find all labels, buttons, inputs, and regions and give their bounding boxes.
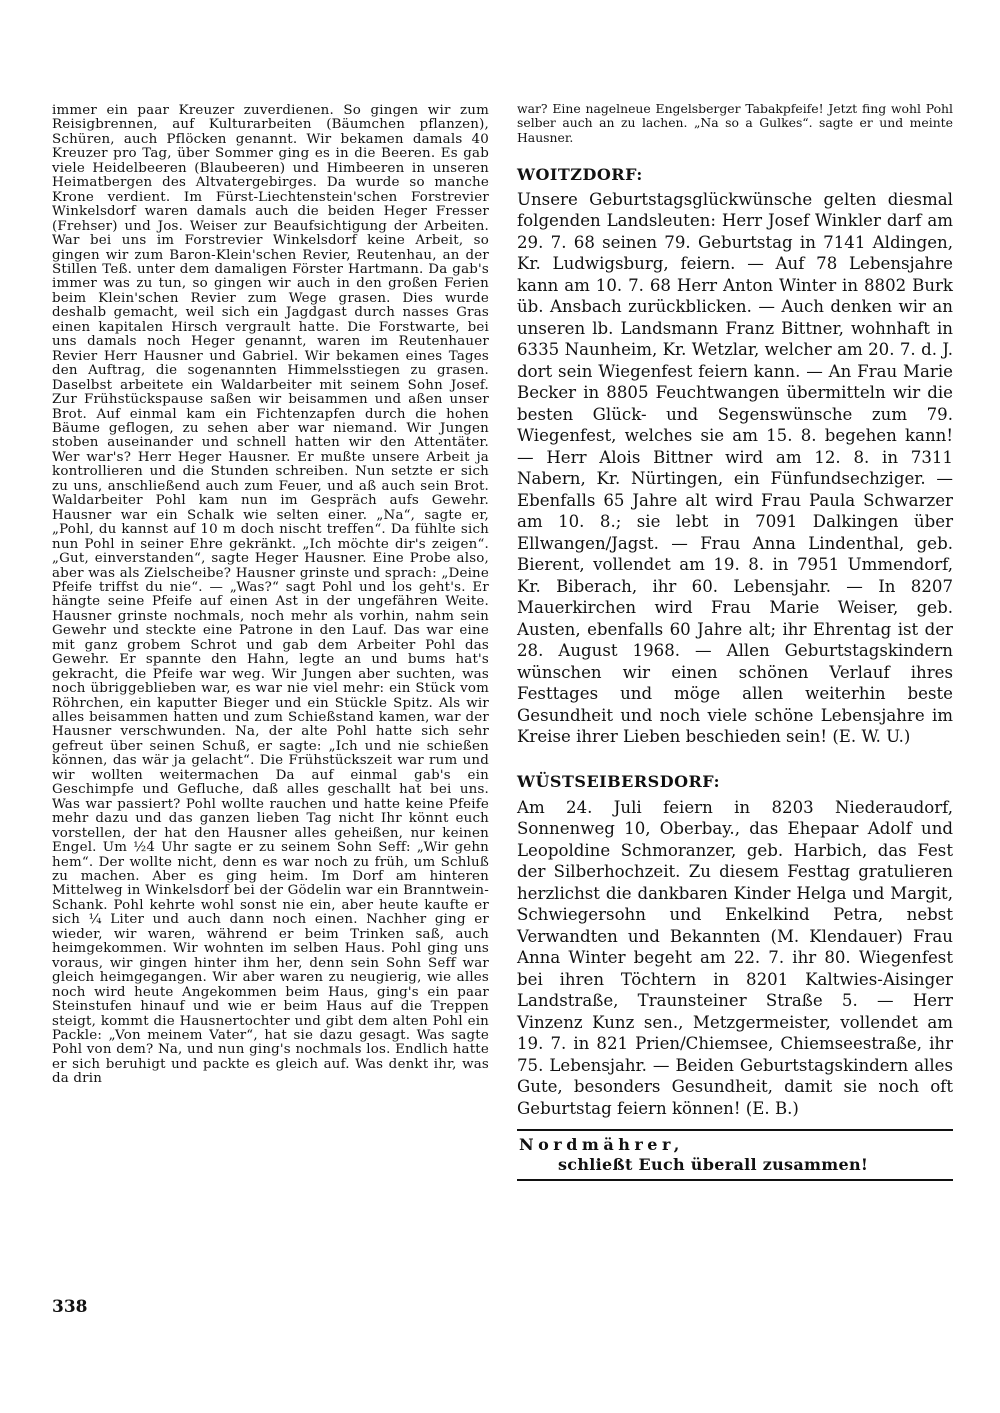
story-continuation: war? Eine nagelneue Engelsberger Tabakpfeife! Jetzt fing wohl Pohl selber auch an zu lachen. „Na so a Gulkes“. sagte er und meinte Hausner.	[517, 101, 953, 145]
woitzdorf-heading: WOITZDORF:	[517, 164, 643, 184]
page-number: 338	[52, 1297, 88, 1317]
slogan-box	[517, 1129, 953, 1181]
slogan-line-2: schließt Euch überall zusammen!	[558, 1155, 869, 1175]
left-column	[52, 104, 489, 1087]
wuestseibersdorf-text: Am 24. Juli feiern in 8203 Niederaudorf, Sonnenweg 10, Oberbay., das Ehepaar Adolf und Leopoldine Schmoranzer, geb. Harbich, das Fest der Silberhochzeit. Zu diesem Festtag gratulieren herzlichst die dankbaren Kinder Helga und Margit, Schwiegersohn und Enkelkind Petra, nebst Verwandten und Bekannten (M. Klendauer) Frau Anna Winter begeht am 22. 7. ihr 80. Wiegenfest bei ihren Töchtern in 8201 Kaltwies-Aisinger Landstraße, Traunsteiner Straße 5. — Herr Vinzenz Kunz sen., Metzgermeister, vollendet am 19. 7. in 821 Prien/Chiemsee, Chiemseestraße, ihr 75. Lebensjahr. — Beiden Geburtstagskindern alles Gute, besonders Gesundheit, damit sie noch oft Geburtstag feiern können! (E. B.)	[517, 797, 953, 1118]
slogan-line-1: Nordmährer,	[519, 1135, 684, 1155]
right-column	[517, 102, 953, 1181]
wuestseibersdorf-heading: WÜSTSEIBERSDORF:	[517, 771, 720, 791]
woitzdorf-text: Unsere Geburtstagsglückwünsche gelten diesmal folgenden Landsleuten: Herr Josef Winkler darf am 29. 7. 68 seinen 79. Geburtstag in 7141 Aldingen, Kr. Ludwigsburg, feiern. — Auf 78 Lebensjahre kann am 10. 7. 68 Herr Anton Winter in 8802 Burk üb. Ansbach zurückblicken. — Auch denken wir an unseren lb. Landsmann Franz Bittner, wohnhaft in 6335 Naunheim, Kr. Wetzlar, welcher am 20. 7. d. J. dort sein Wiegenfest feiern kann. — An Frau Marie Becker in 8805 Feuchtwangen übermitteln wir die besten Glück- und Segenswünsche zum 79. Wiegenfest, welches sie am 15. 8. begehen kann! — Herr Alois Bittner wird am 12. 8. in 7311 Nabern, Kr. Nürtingen, ein Fünfundsechziger. — Ebenfalls 65 Jahre alt wird Frau Paula Schwarzer am 10. 8.; sie lebt in 7091 Dalkingen über Ellwangen/Jagst. — Frau Anna Lindenthal, geb. Bierent, vollendet am 19. 8. in 7951 Ummendorf, Kr. Biberach, ihr 60. Lebensjahr. — In 8207 Mauerkirchen wird Frau Marie Weiser, geb. Austen, ebenfalls 60 Jahre alt; ihr Ehrentag ist der 28. August 1968. — Allen Geburtstagskindern wünschen wir einen schönen Verlauf ihres Festtages und möge allen weiterhin beste Gesundheit und noch viele schöne Lebensjahre im Kreise ihrer Lieben beschieden sein! (E. W. U.)	[517, 189, 953, 747]
story-text: immer ein paar Kreuzer zuverdienen. So gingen wir zum Reisigbrennen, auf Kulturarbeiten (Bäumchen pflanzen), Schüren, auch Pflöcken genannt. Wir bekamen damals 40 Kreuzer pro Tag, über Sommer ging es in die Beeren. Es gab viele Heidelbeeren (Blaubeeren) und Himbeeren in unseren Heimatbergen des Altvatergebirges. Da wurde so manche Krone verdient. Im Fürst-Liechtenstein'schen Forstrevier Winkelsdorf waren damals auch die beiden Heger Fresser (Frehser) und Jos. Weiser zur Beaufsichtigung der Arbeiten. War bei uns im Forstrevier Winkelsdorf keine Arbeit, so gingen wir zum Baron-Klein'schen Revier, Reutenhau, an der Stillen Teß. unter dem damaligen Förster Hartmann. Da gab's immer was zu tun, so gingen wir auch in den großen Ferien beim Klein'schen Revier zum Wege grasen. Dies wurde deshalb gemacht, weil sich ein Jagdgast durch nasses Gras einen kapitalen Hirsch vergrault hatte. Die Forstwarte, bei uns damals noch Heger genannt, waren im Reutenhauer Revier Herr Hausner und Gabriel. Wir bekamen eines Tages den Auftrag, die sogenannten Himmelsstiegen zu grasen. Daselbst arbeitete ein Waldarbeiter mit seinem Sohn Josef. Zur Frühstückspause saßen wir beisammen und aßen unser Brot. Auf einmal kam ein Fichtenzapfen durch die hohen Bäume geflogen, zu sehen aber war niemand. Wir Jungen stoben auseinander und schnell hatten wir den Attentäter. Wer war's? Herr Heger Hausner. Er mußte unsere Arbeit ja kontrollieren und die Stunden schreiben. Nun setzte er sich zu uns, anschließend auch zum Feuer, und aß auch sein Brot. Waldarbeiter Pohl kam nun im Gespräch aufs Gewehr. Hausner war ein Schalk wie selten einer. „Na“, sagte er, „Pohl, du kannst auf 10 m doch nischt treffen“. Da fühlte sich nun Pohl in seiner Ehre gekränkt. „Ich möchte dir's zeigen“. „Gut, einverstanden“, sagte Heger Hausner. Eine Probe also, aber was als Zielscheibe? Hausner grinste und sprach: „Deine Pfeife triffst du nie“. — „Was?“ sagt Pohl und los geht's. Er hängte seine Pfeife auf einen Ast in der ungefähren Weite. Hausner grinste nochmals, noch mehr als vorhin, nahm sein Gewehr und steckte eine Patrone in den Lauf. Das war eine mit ganz grobem Schrot und gab dem Arbeiter Pohl das Gewehr. Er spannte den Hahn, legte an und bums hat's gekracht, die Pfeife war weg. Wir Jungen aber suchten, was noch übriggeblieben war, es war nie viel mehr: ein Stück vom Röhrchen, ein kaputter Bieger und ein Stückle Spitz. Als wir alles beisammen hatten und zum Schießstand kamen, war der Hausner verschwunden. Na, der alte Pohl hatte sich sehr gefreut über seinen Schuß, er sagte: „Ich und nie schießen können, das wär ja gelacht“. Die Frühstückszeit war rum und wir wollten weitermachen Da auf einmal gab's ein Geschimpfe und Gefluche, daß alles geschallt hat bei uns. Was war passiert? Pohl wollte rauchen und hatte keine Pfeife mehr dazu und das ganzen lieben Tag nicht Ihr könnt euch vorstellen, der hat den Hausner alles geheißen, nur keinen Engel. Um ½4 Uhr sagte er zu seinem Sohn Seff: „Wir gehn hem“. Der wollte nicht, denn es war noch zu früh, um Schluß zu machen. Aber es ging heim. Im Dorf am hinteren Mittelweg in Winkelsdorf bei der Gödelin war ein Branntwein-Schank. Pohl kehrte wohl sonst nie ein, aber heute kaufte er sich ¼ Liter und auch dann noch einen. Nachher ging er wieder, wir waren, während er beim Trinken saß, auch heimgekommen. Wir wohnten im selben Haus. Pohl ging uns voraus, wir gingen hinter ihm her, denn sein Sohn Seff war gleich heimgegangen. Wir aber waren zu neugierig, wie alles noch wird heute Angekommen beim Haus, ging's ein paar Steinstufen hinauf und wie er beim Haus auf die Treppen steigt, kommt die Hausnertochter und gibt dem alten Pohl ein Packle: „Von meinem Vater“, hat sie dazu gesagt. Was sagte Pohl von dem? Na, und nun ging's nochmals los. Endlich hatte er sich beruhigt und packte es gleich auf. Was denkt ihr, was da drin	[52, 103, 489, 1087]
